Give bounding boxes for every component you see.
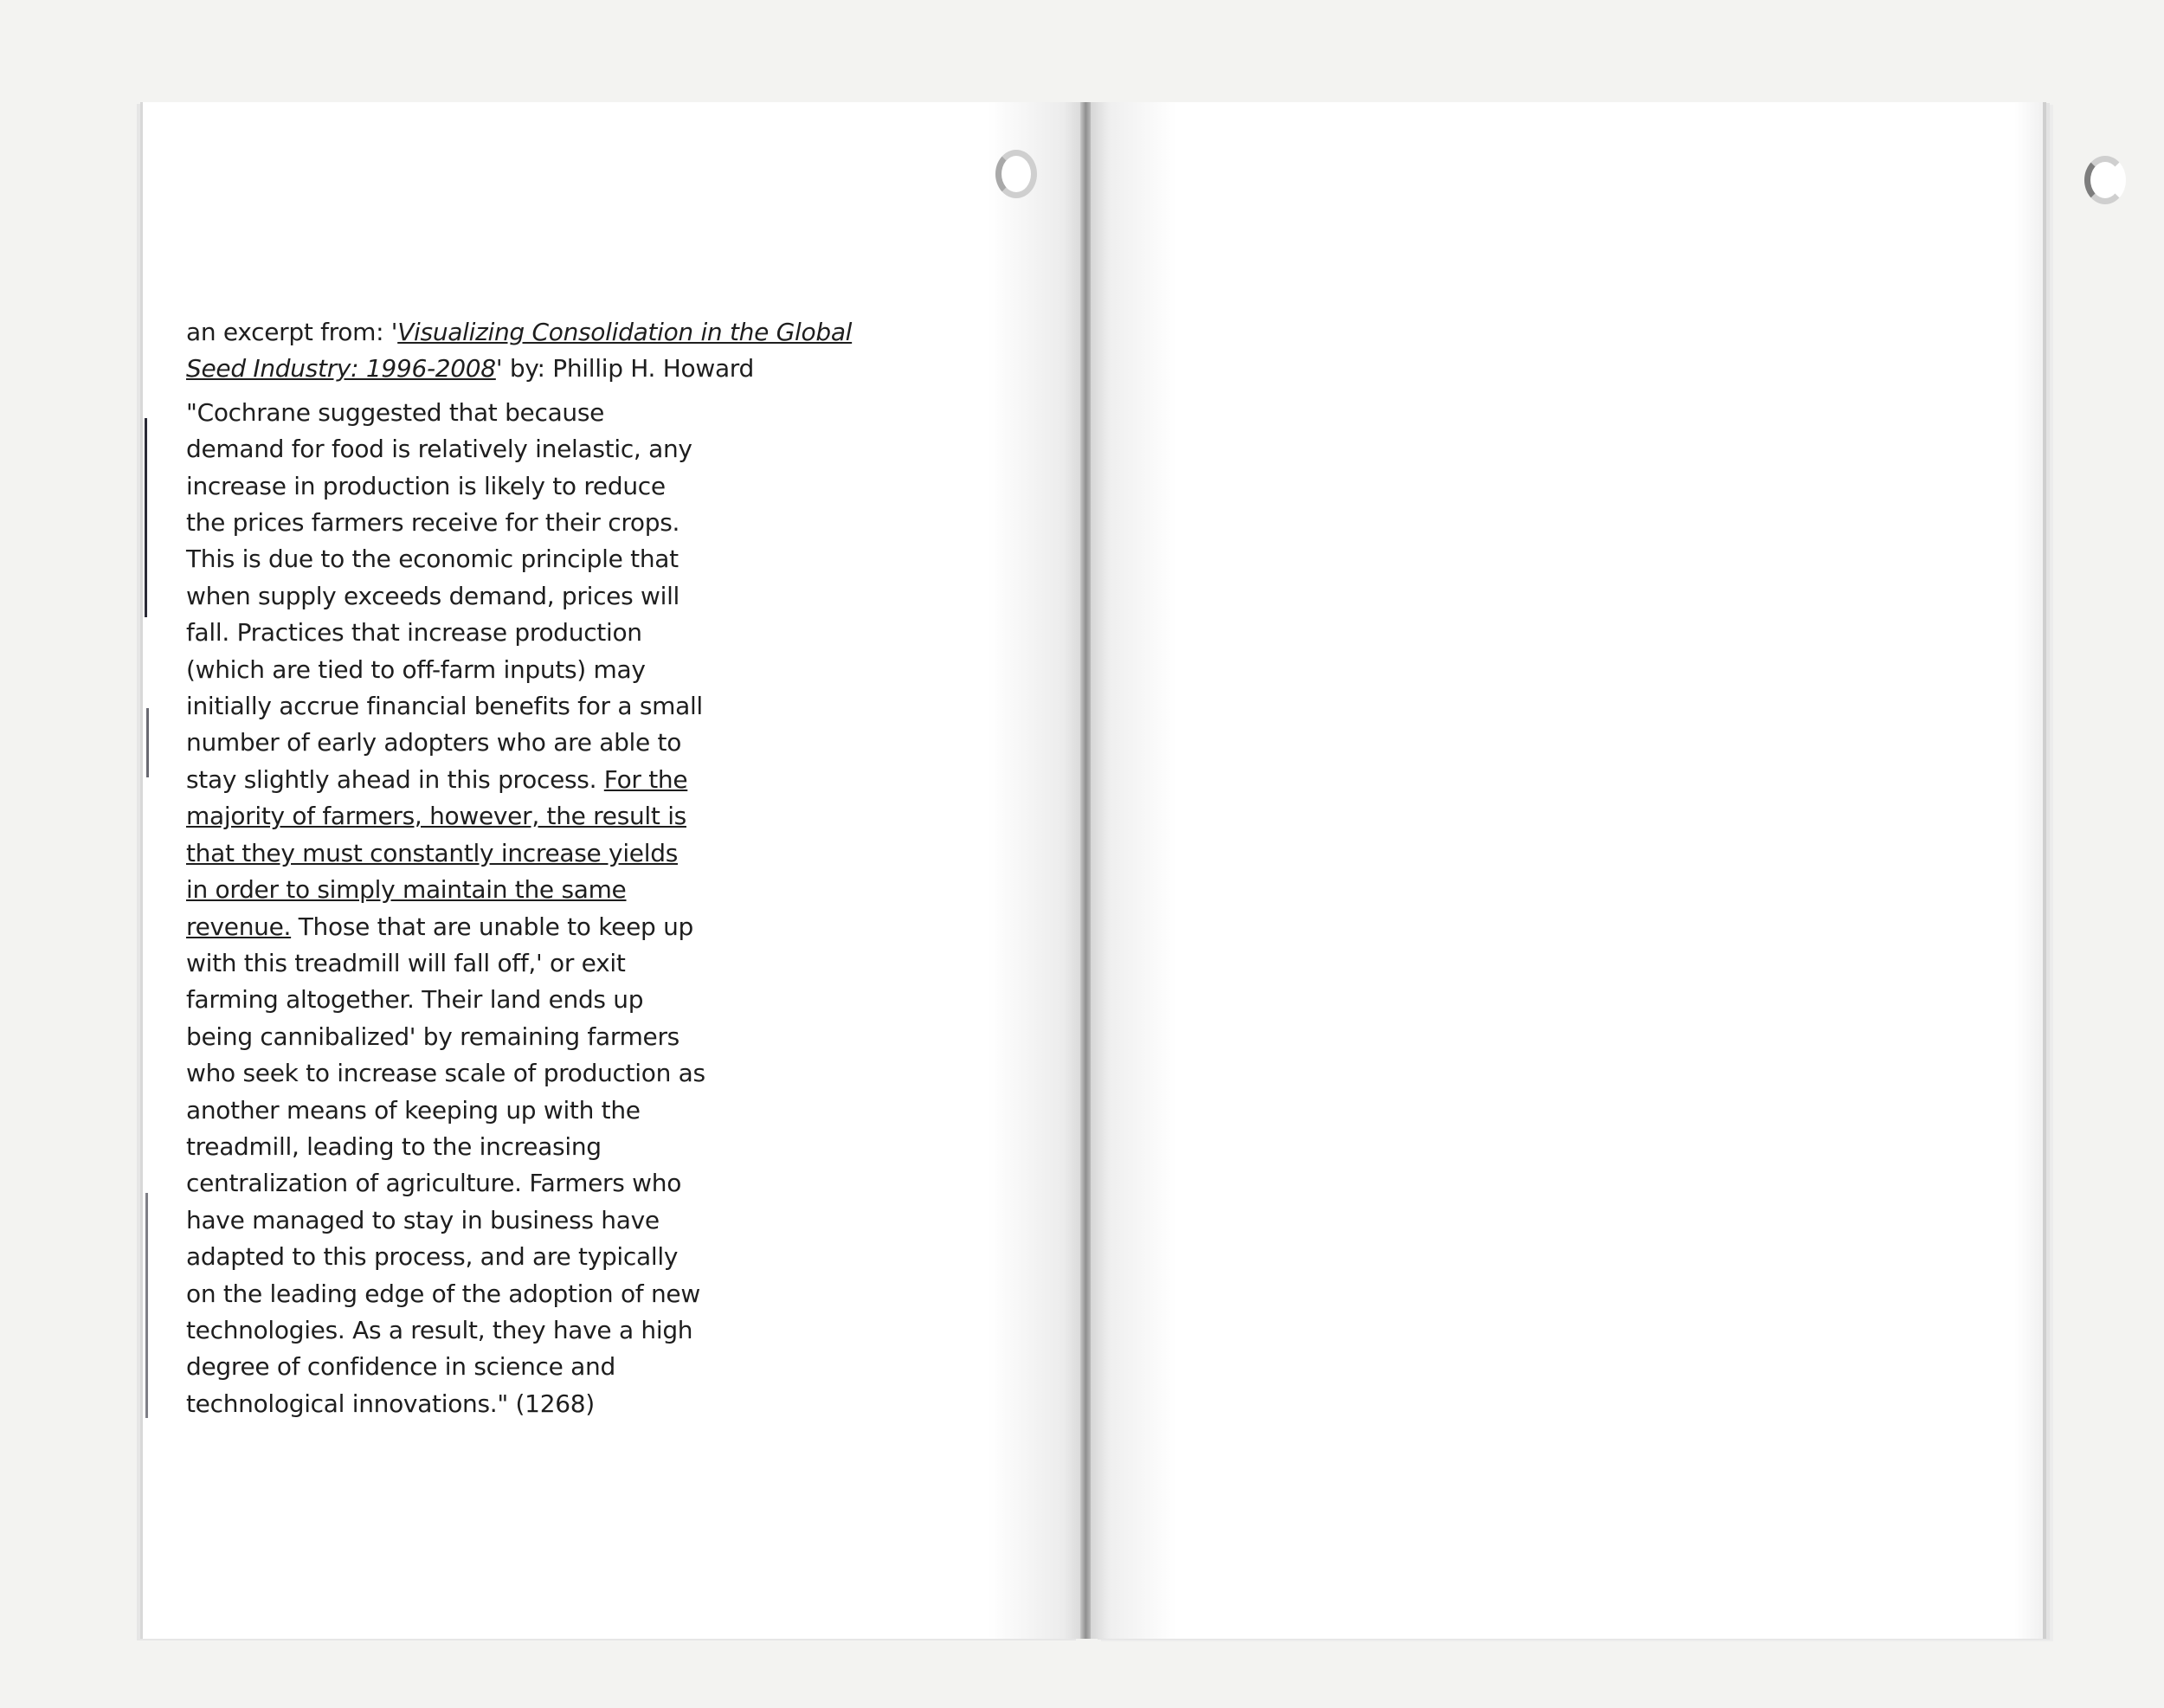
left-edge-mark [146,708,149,777]
punch-hole-icon [995,150,1037,198]
excerpt-text-block [186,314,853,1422]
citation-line [186,314,861,388]
underlined-quote-text: For the majority of farmers, however, the result is that they must constantly increase yields in order to simply maintain the same revenue. [186,764,688,941]
open-booklet [143,102,2043,1639]
quoted-passage [186,395,705,1422]
left-page [143,102,1082,1639]
punch-hole-icon [2084,156,2126,204]
quote-text-after: Those that are unable to keep up with this treadmill will fall off,' or exit farming altogether. Their land ends up being cannibalized' by remaining farmers who seek to increase scale of production as another means of keeping up with the treadmill, leading to the increasing centralization of agriculture. Farmers who have managed to stay in business have adapted to this process, and are typically on the leading edge of the adoption of new technologies. As a result, they have a high degree of confidence in science and technological innovations." (1268) [186,912,705,1418]
left-edge-mark [145,1193,148,1418]
citation-author: ' by: Phillip H. Howard [495,354,754,383]
source-title: Visualizing Consolidation in the Global Seed Industry: 1996-2008 [186,318,853,383]
quote-text-before: "Cochrane suggested that because demand for food is relatively inelastic, any increase in production is likely to reduce the prices farmers receive for their crops. This is due to the economic principle that when supply exceeds demand, prices will fall. Practices that increase production (which are tied to off-farm inputs) may initially accrue financial benefits for a small number of early adopters who are able to stay slightly ahead in this process. [186,397,703,794]
right-page [1091,102,2043,1639]
citation-prefix: an excerpt from: ' [186,318,398,346]
left-edge-mark [145,418,147,617]
